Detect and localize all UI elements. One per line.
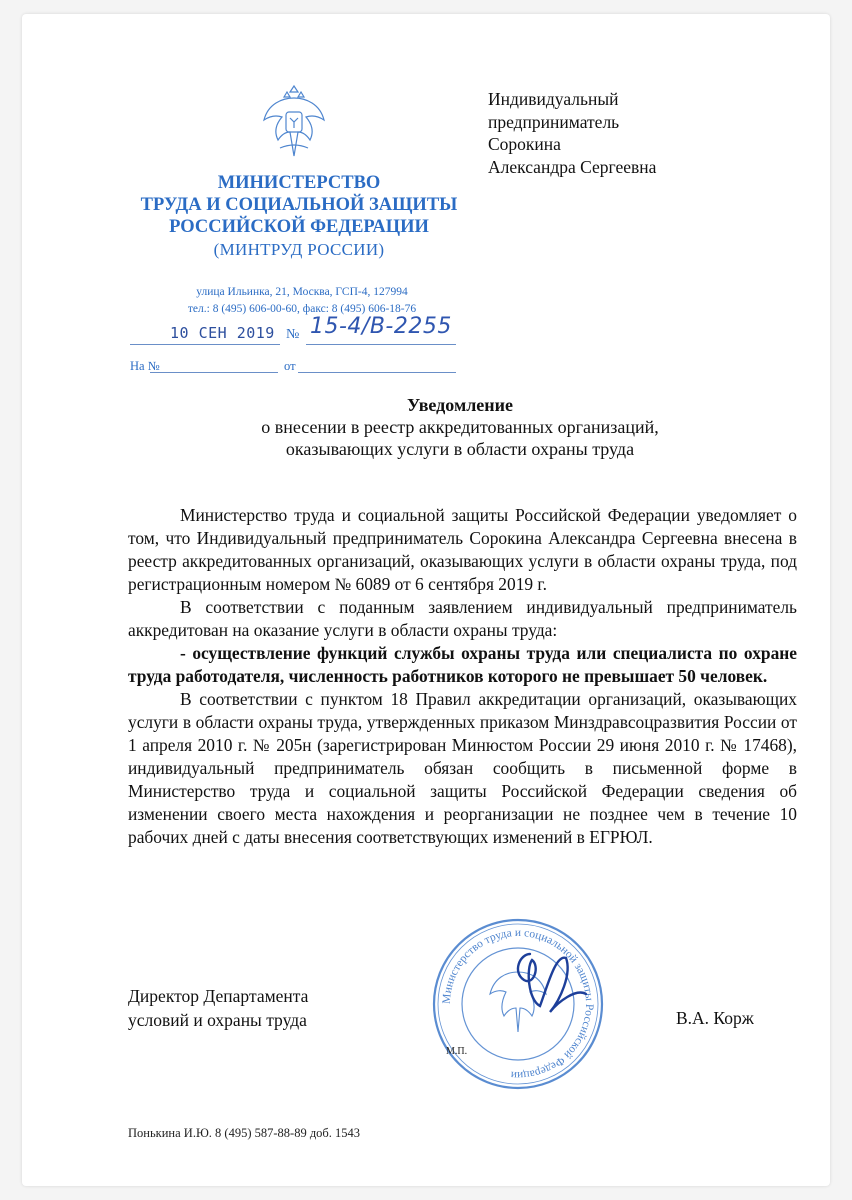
signatory-name: В.А. Корж: [676, 1008, 754, 1028]
reference-underline: [150, 358, 278, 373]
document-page: [22, 14, 830, 1186]
stamp-place-mark: М.П.: [446, 1046, 468, 1057]
ministry-name: МИНИСТЕРСТВО ТРУДА И СОЦИАЛЬНОЙ ЗАЩИТЫ РОССИЙСКОЙ ФЕДЕРАЦИИ: [140, 173, 458, 237]
reference-from-underline: [298, 358, 456, 373]
outgoing-number: 15-4/В-2255: [310, 314, 452, 339]
signatory-title: Директор Департамента условий и охраны труда: [128, 986, 309, 1030]
body-paragraph-1: Министерство труда и социальной защиты Российской Федерации уведомляет о том, что Индивидуальный предприниматель Сорокина Александра Сергеевна внесена в реестр аккредитованных организаций, оказывающих услуги в области охраны труда, под регистрационным номером № 6089 от 6 сентября 2019 г.: [128, 505, 797, 594]
title-subtitle-line2: оказывающих услуги в области охраны труда: [285, 439, 635, 459]
ministry-address: улица Ильинка, 21, Москва, ГСП-4, 127994 тел.: 8 (495) 606-00-60, факс: 8 (495) 606-18-76: [187, 286, 417, 315]
number-label: №: [286, 327, 300, 342]
reference-label: На №: [130, 359, 160, 373]
ministry-seal-icon: [428, 914, 608, 1094]
contact-footer: Понькина И.Ю. 8 (495) 587-88-89 доб. 1543: [128, 1126, 361, 1140]
date-stamp: 10 СЕН 2019: [170, 324, 275, 342]
title-main: Уведомление: [406, 395, 514, 415]
body-paragraph-2: В соответствии с поданным заявлением индивидуальный предприниматель аккредитован на оказание услуги в области охраны труда:: [128, 597, 797, 640]
recipient-block: Индивидуальный предприниматель Сорокина Александра Сергеевна: [488, 89, 657, 177]
body-paragraph-service: - осуществление функций службы охраны труда или специалиста по охране труда работодателя, численность работников которого не превышает 50 человек.: [128, 643, 797, 686]
ministry-short-name: (МИНТРУД РОССИИ): [213, 240, 385, 259]
reference-from-label: от: [284, 359, 296, 373]
document-body: [128, 504, 797, 849]
title-subtitle-line1: о внесении в реестр аккредитованных организаций,: [261, 417, 659, 437]
coat-of-arms-icon: [260, 80, 328, 162]
seal-text: Министерство труда и социальной защиты Российской Федерации: [440, 926, 596, 1082]
body-paragraph-4: В соответствии с пунктом 18 Правил аккредитации организаций, оказывающих услуги в области охраны труда, утвержденных приказом Минздравсоцразвития России от 1 апреля 2010 г. № 205н (зарегистрирован Минюстом России 29 июня 2010 г. № 17468), индивидуальный предприниматель обязан сообщить в письменной форме в Министерство труда и социальной защиты Российской Федерации сведения об изменении своего места нахождения и реорганизации не позднее чем в течение 10 рабочих дней с даты внесения соответствующих изменений в ЕГРЮЛ.: [128, 689, 797, 847]
document-title: [122, 394, 798, 460]
